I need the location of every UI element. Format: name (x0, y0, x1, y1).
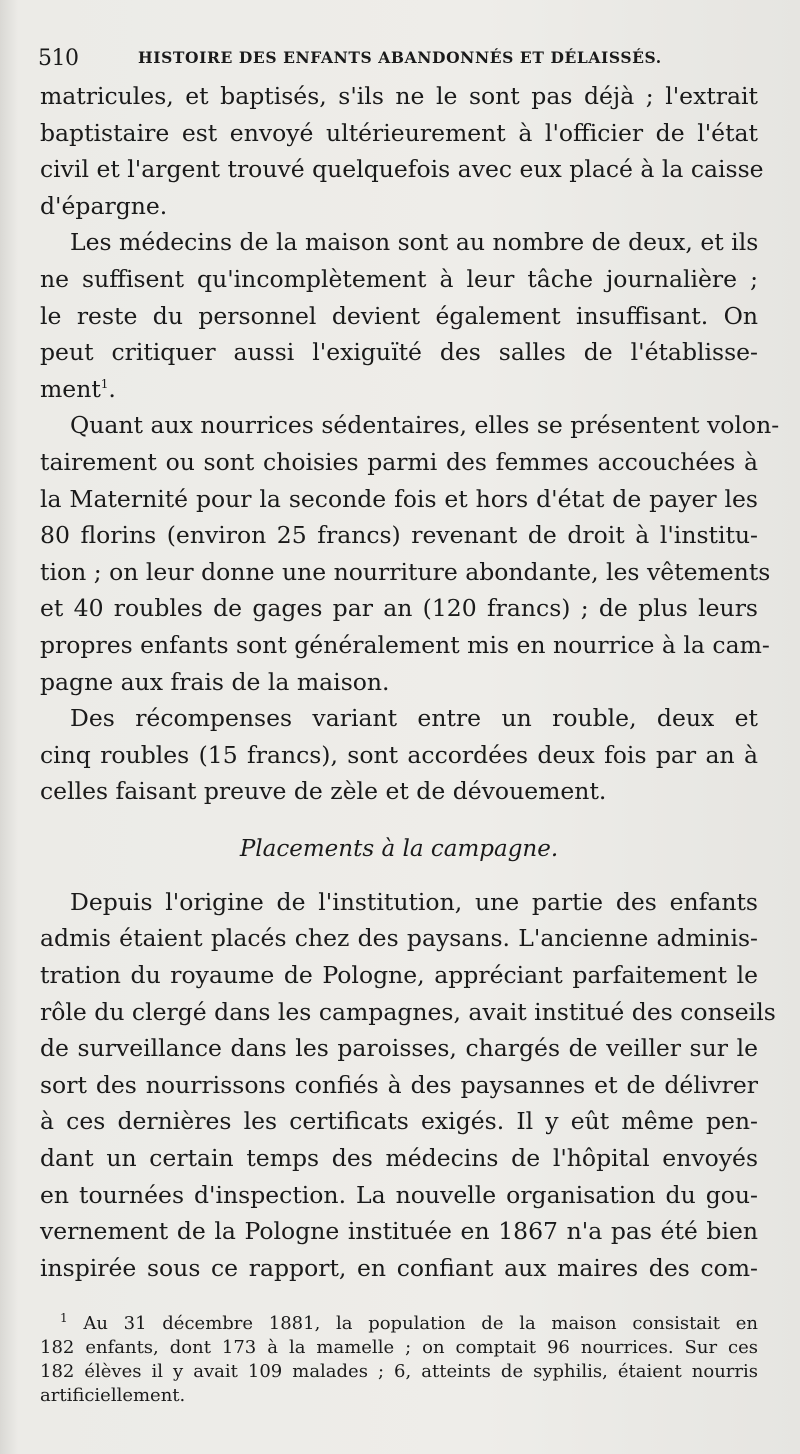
text-line: vernement de la Pologne instituée en 1867 n'a pas été bien (40, 1217, 758, 1246)
text-line-with-note: ment$^1$. (40, 374, 116, 403)
footnote-line: artificiellement. (40, 1385, 186, 1406)
text-line: civil et l'argent trouvé quelquefois avec eux placé à la caisse (40, 155, 764, 184)
text-line: baptistaire est envoyé ultérieurement à l'officier de l'état (40, 118, 758, 147)
text-line: à ces dernières les certificats exigés. Il y eût même pen- (40, 1107, 758, 1136)
footnote-line: 182 enfants, dont 173 à la mamelle ; on comptait 96 nourrices. Sur ces (40, 1337, 758, 1358)
text-line: Depuis l'origine de l'institution, une partie des enfants (70, 887, 758, 916)
paragraph-2 (40, 224, 758, 407)
footnote (40, 1312, 758, 1408)
text-line: inspirée sous ce rapport, en confiant aux maires des com- (40, 1253, 758, 1282)
text-line: Quant aux nourrices sédentaires, elles se présentent volon- (70, 411, 780, 440)
text-line: rôle du clergé dans les campagnes, avait institué des conseils (40, 997, 776, 1026)
text-line: et 40 roubles de gages par an (120 francs) ; de plus leurs (40, 594, 758, 623)
paragraph-1 (40, 78, 764, 224)
text-line: peut critiquer aussi l'exiguïté des salles de l'établisse- (40, 338, 758, 367)
page-header (38, 42, 758, 72)
text-line: Les médecins de la maison sont au nombre de deux, et ils (70, 228, 759, 257)
text-line: le reste du personnel devient également insuffisant. On (40, 301, 758, 330)
text-line: en tournées d'inspection. La nouvelle organisation du gou- (40, 1180, 758, 1209)
paragraph-5 (40, 884, 776, 1287)
footnote-mark: 1 (60, 1311, 68, 1325)
text-line: 80 florins (environ 25 francs) revenant de droit à l'institu- (40, 521, 758, 550)
paragraph-4 (40, 700, 758, 810)
text-line: dant un certain temps des médecins de l'hôpital envoyés (40, 1144, 758, 1173)
text-line: la Maternité pour la seconde fois et hors d'état de payer les (40, 484, 758, 513)
body-text (40, 78, 780, 1286)
text-line: Des récompenses variant entre un rouble, deux et (70, 704, 758, 733)
page-number: 510 (38, 46, 79, 71)
text-line: cinq roubles (15 francs), sont accordées deux fois par an à (40, 740, 758, 769)
footnote-line (40, 1312, 758, 1336)
text-line: tion ; on leur donne une nourriture abondante, les vêtements (40, 557, 771, 586)
text-line: pagne aux frais de la maison. (40, 667, 390, 696)
text-line: matricules, et baptisés, s'ils ne le sont pas déjà ; l'extrait (40, 82, 758, 110)
footnote-text: Au 31 décembre 1881, la population de la maison consistait en (83, 1313, 758, 1334)
text-line: propres enfants sont généralement mis en nourrice à la cam- (40, 630, 770, 659)
text-line: d'épargne. (40, 191, 168, 220)
text-line: celles faisant preuve de zèle et de dévouement. (40, 777, 607, 806)
text-line: tairement ou sont choisies parmi des femmes accouchées à (40, 447, 758, 476)
footnote-line: 182 élèves il y avait 109 malades ; 6, atteints de syphilis, étaient nourris (40, 1361, 758, 1382)
text-line: tration du royaume de Pologne, appréciant parfaitement le (40, 961, 758, 990)
paragraph-3 (40, 407, 780, 700)
text-line: sort des nourrissons confiés à des paysannes et de délivrer (40, 1070, 758, 1099)
section-heading: Placements à la campagne. (239, 835, 559, 862)
text-line: admis étaient placés chez des paysans. L'ancienne adminis- (40, 924, 758, 953)
text-line: de surveillance dans les paroisses, chargés de veiller sur le (40, 1034, 758, 1063)
footnote-reference: 1 (100, 376, 109, 391)
text-fragment: ment (40, 374, 101, 403)
running-title: HISTOIRE DES ENFANTS ABANDONNÉS ET DÉLAISSÉS. (138, 48, 662, 67)
text-line: ne suffisent qu'incomplètement à leur tâche journalière ; (40, 264, 758, 293)
